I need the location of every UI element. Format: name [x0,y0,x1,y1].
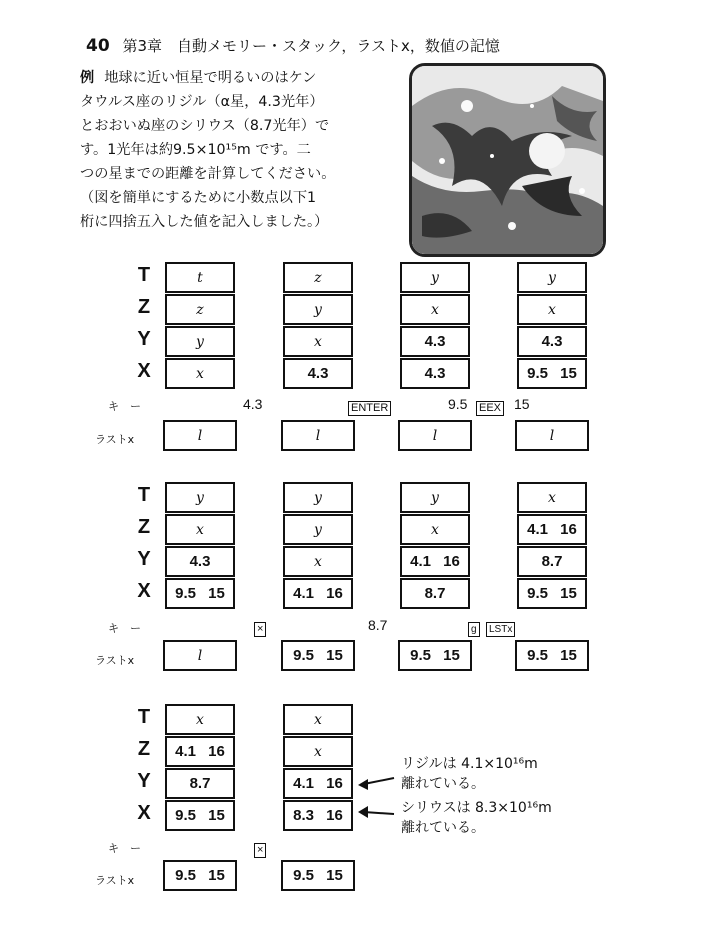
arrow-head-icon [358,806,368,818]
stack-cell-z: 4.1 16 [517,514,587,545]
stack-cell-z: x [283,736,353,767]
stack-cell-t: y [283,482,353,513]
arrow-line [364,812,394,814]
last-x-cell: l [163,420,237,451]
multiply-key: × [254,843,266,858]
arrow-head-icon [358,779,368,790]
key-entry: 15 [514,396,530,412]
stack-cell-t: y [517,262,587,293]
stack-cell-x: 8.7 [400,578,470,609]
last-x-cell: 9.5 15 [281,640,355,671]
stack-cell-z: z [165,294,235,325]
key-entry: 4.3 [243,396,263,412]
register-label-z: Z [137,296,151,318]
page-number: 40 [86,36,110,56]
register-label-z: Z [137,516,151,538]
stack-cell-t: x [165,704,235,735]
stack-cell-x: x [165,358,235,389]
last-x-cell: 9.5 15 [515,640,589,671]
stack-cell-t: y [400,262,470,293]
stack-cell-y: 4.3 [517,326,587,357]
example-label: 例 [80,70,95,86]
last-x-label: ラストx [95,433,135,446]
stack-cell-z: x [400,294,470,325]
star-field-photo [409,63,606,257]
multiply-key: × [254,622,266,637]
example-line: タウルス座のリジル（α星，4.3光年） [80,94,324,110]
register-label-y: Y [137,328,151,350]
note-line: 離れている。 [401,776,485,792]
stack-cell-t: x [283,704,353,735]
note-line: リジルは 4.1×10¹⁶m [401,756,538,772]
register-label-y: Y [137,548,151,570]
stack-cell-t: z [283,262,353,293]
last-x-cell: 9.5 15 [398,640,472,671]
arrow-line [364,778,394,784]
register-label-z: Z [137,738,151,760]
register-label-t: T [137,264,151,286]
star-field-illustration [412,66,603,254]
key-row-label: キ ー [108,842,141,855]
stack-cell-y: 4.1 16 [283,768,353,799]
stack-cell-y: 8.7 [165,768,235,799]
key-entry: 8.7 [368,617,388,633]
register-label-x: X [137,360,151,382]
register-label-t: T [137,484,151,506]
page-header [86,35,500,56]
stack-cell-z: x [400,514,470,545]
stack-cell-t: y [165,482,235,513]
example-text [80,66,335,234]
example-line: 地球に近い恒星で明るいのはケン [104,70,317,86]
last-x-cell: l [515,420,589,451]
example-line: （図を簡単にするために小数点以下1 [80,190,317,206]
last-x-row-label [95,652,134,668]
last-x-key: LSTx [486,622,515,637]
stack-cell-y: x [283,326,353,357]
last-x-row-label [95,872,134,888]
register-label-t: T [137,706,151,728]
stack-cell-y: 4.3 [400,326,470,357]
example-line: つの星までの距離を計算してください。 [80,166,336,182]
register-label-y: Y [137,770,151,792]
stack-cell-x: 8.3 16 [283,800,353,831]
stack-cell-t: x [517,482,587,513]
last-x-cell: l [281,420,355,451]
last-x-label: ラストx [95,874,135,887]
stack-cell-x: 9.5 15 [517,358,587,389]
enter-key: ENTER [348,401,391,416]
last-x-cell: 9.5 15 [281,860,355,891]
note-line: シリウスは 8.3×10¹⁶m [401,800,552,816]
g-shift-key: g [468,622,480,637]
stack-cell-z: x [517,294,587,325]
stack-cell-z: y [283,514,353,545]
stack-cell-t: t [165,262,235,293]
arrow-graphics [356,770,396,820]
last-x-cell: 9.5 15 [163,860,237,891]
last-x-cell: l [398,420,472,451]
chapter-title: 第3章 自動メモリー・スタック，ラストx，数値の記憶 [122,37,500,55]
stack-cell-x: 9.5 15 [165,578,235,609]
stack-cell-y: x [283,546,353,577]
last-x-label: ラストx [95,654,135,667]
stack-cell-x: 9.5 15 [165,800,235,831]
last-x-cell: l [163,640,237,671]
key-entry: 9.5 [448,396,468,412]
stack-cell-t: y [400,482,470,513]
note-line: 離れている。 [401,820,485,836]
stack-cell-x: 4.3 [283,358,353,389]
stack-cell-z: 4.1 16 [165,736,235,767]
eex-key: EEX [476,401,504,416]
stack-cell-y: y [165,326,235,357]
register-label-x: X [137,580,151,602]
rigel-distance-note [401,754,538,794]
stack-cell-y: 4.3 [165,546,235,577]
stack-cell-y: 8.7 [517,546,587,577]
example-line: とおおいぬ座のシリウス（8.7光年）で [80,118,330,134]
stack-cell-z: y [283,294,353,325]
stack-cell-x: 9.5 15 [517,578,587,609]
stack-cell-x: 4.3 [400,358,470,389]
stack-cell-x: 4.1 16 [283,578,353,609]
register-label-x: X [137,802,151,824]
stack-cell-y: 4.1 16 [400,546,470,577]
last-x-row-label [95,431,134,447]
stack-cell-z: x [165,514,235,545]
key-row-label: キ ー [108,400,141,413]
example-line: す。1光年は約9.5×10¹⁵m です。二 [80,142,311,158]
example-line: 桁に四捨五入した値を記入しました。） [80,214,329,230]
key-row-label: キ ー [108,622,141,635]
sirius-distance-note [401,798,552,838]
